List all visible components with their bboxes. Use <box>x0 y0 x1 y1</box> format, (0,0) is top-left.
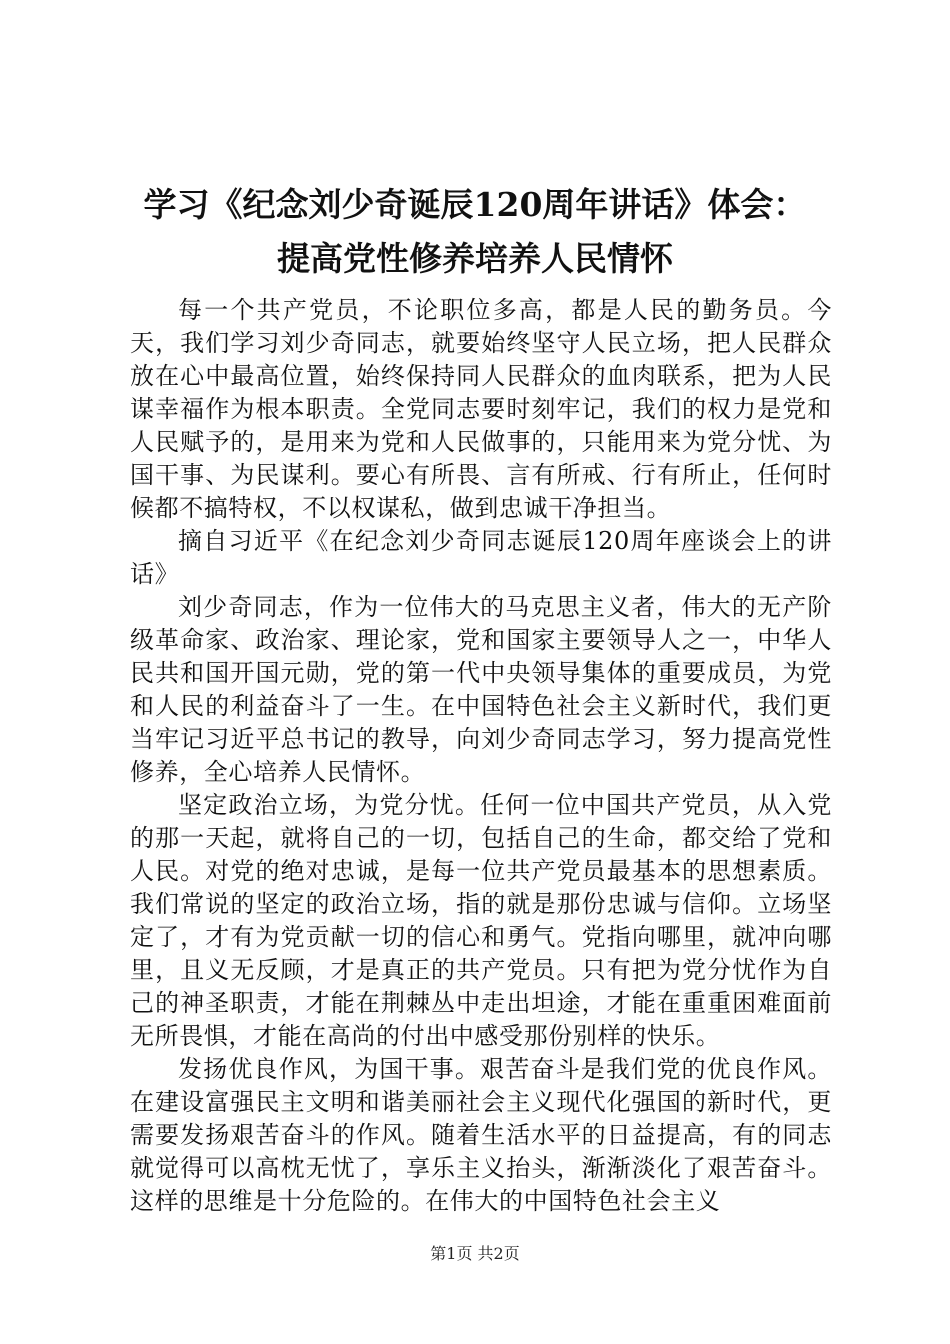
paragraph: 坚定政治立场，为党分忧。任何一位中国共产党员，从入党的那一天起，就将自己的一切，包括自己的生命，都交给了党和人民。对党的绝对忠诚，是每一位共产党员最基本的思想素质。我们常说的坚定的政治立场，指的就是那份忠诚与信仰。立场坚定了，才有为党贡献一切的信心和勇气。党指向哪里，就冲向哪里，且义无反顾，才是真正的共产党员。只有把为党分忧作为自己的神圣职责，才能在荆棘丛中走出坦途，才能在重重困难面前无所畏惧，才能在高尚的付出中感受那份别样的快乐。 <box>130 791 832 1050</box>
quote-source: 摘自习近平《在纪念刘少奇同志诞辰120周年座谈会上的讲话》 <box>130 527 832 588</box>
page-footer: 第1页 共2页 <box>430 1244 520 1263</box>
paragraph: 每一个共产党员，不论职位多高，都是人民的勤务员。今天，我们学习刘少奇同志，就要始终坚守人民立场，把人民群众放在心中最高位置，始终保持同人民群众的血肉联系，把为人民谋幸福作为根本职责。全党同志要时刻牢记，我们的权力是党和人民赋予的，是用来为党和人民做事的，只能用来为党分忧、为国干事、为民谋利。要心有所畏、言有所戒、行有所止，任何时候都不搞特权，不以权谋私，做到忠诚干净担当。 <box>130 296 832 522</box>
document-title <box>110 178 840 286</box>
title-line-2: 提高党性修养培养人民情怀 <box>277 239 673 278</box>
document-body <box>130 294 832 1218</box>
title-line-1: 学习《纪念刘少奇诞辰120周年讲话》体会： <box>143 185 807 224</box>
paragraph: 刘少奇同志，作为一位伟大的马克思主义者，伟大的无产阶级革命家、政治家、理论家，党和国家主要领导人之一，中华人民共和国开国元勋，党的第一代中央领导集体的重要成员，为党和人民的利益奋斗了一生。在中国特色社会主义新时代，我们更当牢记习近平总书记的教导，向刘少奇同志学习，努力提高党性修养，全心培养人民情怀。 <box>130 593 832 786</box>
paragraph: 发扬优良作风，为国干事。艰苦奋斗是我们党的优良作风。在建设富强民主文明和谐美丽社会主义现代化强国的新时代，更需要发扬艰苦奋斗的作风。随着生活水平的日益提高，有的同志就觉得可以高枕无忧了，享乐主义抬头，渐渐淡化了艰苦奋斗。这样的思维是十分危险的。在伟大的中国特色社会主义 <box>130 1055 832 1215</box>
